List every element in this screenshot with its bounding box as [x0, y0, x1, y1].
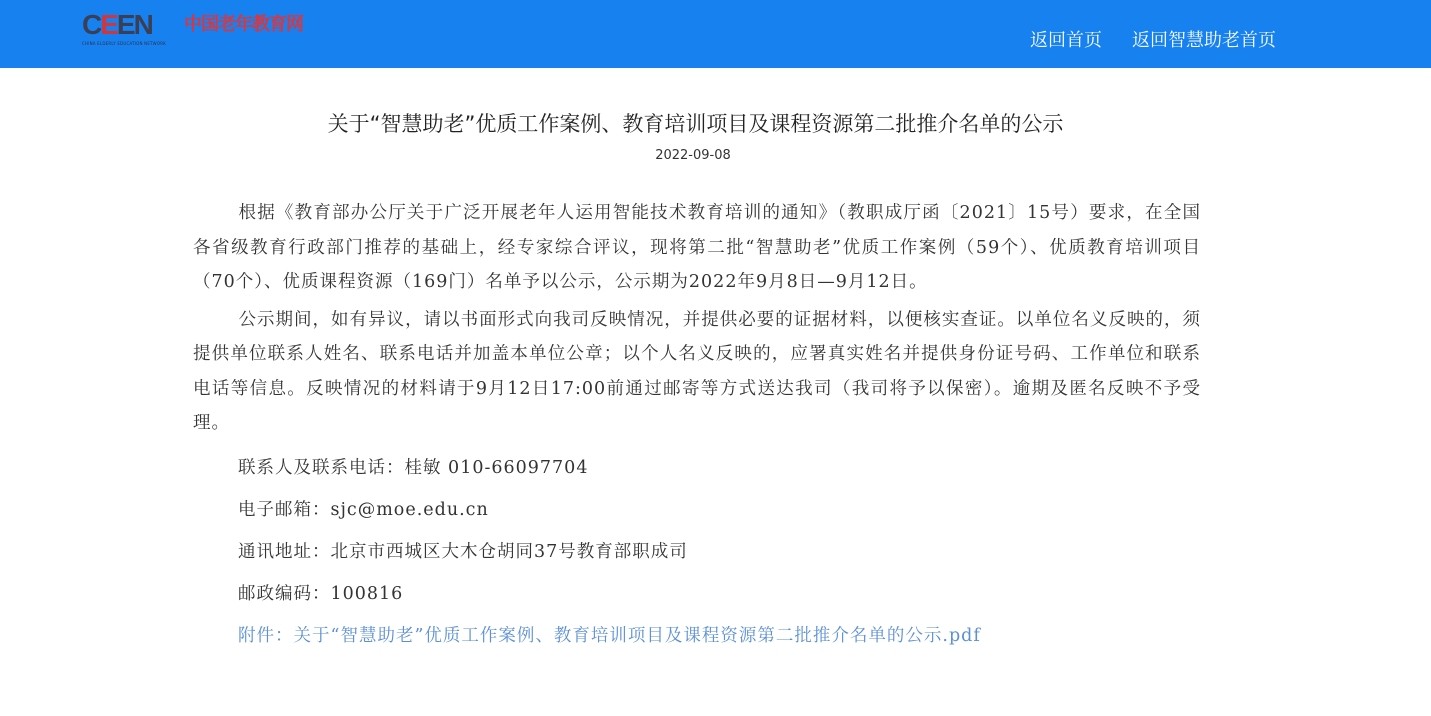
nav-smart-elderly-home-link[interactable]: 返回智慧助老首页 [1132, 30, 1276, 51]
postcode-info: 邮政编码：100816 [238, 583, 404, 604]
attachment-pdf-link[interactable]: 关于“智慧助老”优质工作案例、教育培训项目及课程资源第二批推介名单的公示.pdf [293, 625, 981, 646]
email-info: 电子邮箱：sjc@moe.edu.cn [238, 499, 489, 520]
address-info: 通讯地址：北京市西城区大木仓胡同37号教育部职成司 [238, 541, 688, 562]
logo-mark [82, 10, 172, 44]
logo-chinese-name: 中国老年教育网 [184, 14, 303, 35]
nav-home-link[interactable]: 返回首页 [1030, 30, 1102, 51]
contact-info: 联系人及联系电话：桂敏 010-66097704 [238, 457, 589, 478]
logo-subtitle: CHINA ELDERLY EDUCATION NETWORK [82, 41, 166, 46]
attachment-label: 附件： [238, 625, 294, 646]
logo-letters: CEEN [82, 9, 152, 40]
article-paragraph: 根据《教育部办公厅关于广泛开展老年人运用智能技术教育培训的通知》（教职成厅函〔2021〕15号）要求，在全国各省级教育行政部门推荐的基础上，经专家综合评议，现将第二批“智慧助老”优质工作案例（59个）、优质教育培训项目（70个）、优质课程资源（169门）名单予以公示，公示期为2022年9月8日—9月12日。 [193, 203, 1201, 292]
article-title: 关于“智慧助老”优质工作案例、教育培训项目及课程资源第二批推介名单的公示 [327, 112, 1064, 136]
top-nav [1030, 30, 1276, 52]
attachment-row [193, 615, 1201, 657]
site-logo[interactable] [82, 10, 303, 46]
article-date: 2022-09-08 [655, 148, 731, 163]
top-bar [0, 0, 1431, 68]
article-paragraph: 公示期间，如有异议，请以书面形式向我司反映情况，并提供必要的证据材料，以便核实查证。以单位名义反映的，须提供单位联系人姓名、联系电话并加盖本单位公章；以个人名义反映的，应署真实姓名并提供身份证号码、工作单位和联系电话等信息。反映情况的材料请于9月12日17:00前通过邮寄等方式送达我司（我司将予以保密）。逾期及匿名反映不予受理。 [193, 309, 1201, 433]
article-body [193, 196, 1201, 657]
